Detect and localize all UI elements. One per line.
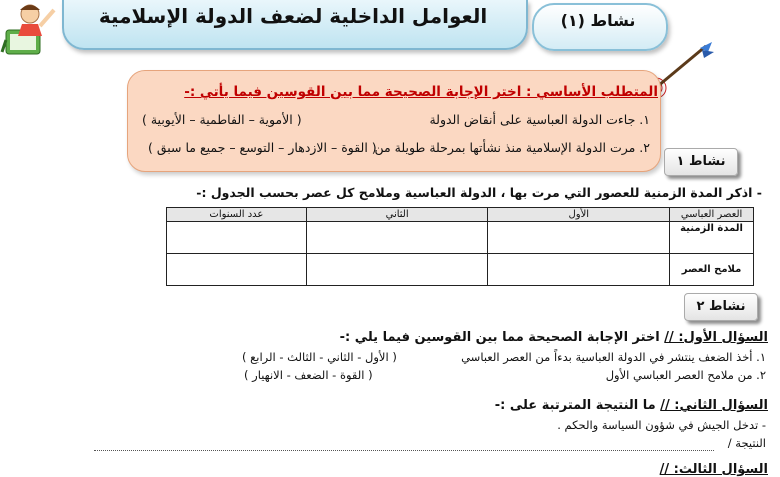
eras-table <box>166 207 754 286</box>
requirement-item-2-options: ( القوة – الازدهار – التوسع – جميع ما سبق ) <box>148 140 377 155</box>
question-1-heading <box>340 330 768 345</box>
table-header-era: العصر العباسي <box>670 208 754 222</box>
table-row-label-duration: المدة الزمنية <box>670 222 754 254</box>
table-cell-input[interactable] <box>488 254 670 286</box>
requirement-heading: المتطلب الأساسي : اختر الإجابة الصحيحة مما بين القوسين فيما يأتي :- <box>184 84 658 100</box>
question-2-heading <box>495 398 768 413</box>
table-row <box>167 254 754 286</box>
table-cell-input[interactable] <box>167 254 307 286</box>
requirement-item-1-text: ١. جاءت الدولة العباسية على أنقاض الدولة <box>429 112 650 127</box>
question-1-item-2-text: ٢. من ملامح العصر العباسي الأول <box>605 368 766 382</box>
question-2-text: ما النتيجة المترتبة على :- <box>494 398 656 413</box>
question-1-item-1-text: ١. أخذ الضعف ينتشر في الدولة العباسية بدءاً من العصر العباسي <box>461 350 766 364</box>
table-header-years: عدد السنوات <box>167 208 307 222</box>
activity-1-tab: نشاط ١ <box>664 148 738 176</box>
question-1-item-1-options: ( الأول - الثاني - الثالث - الرابع ) <box>242 350 397 364</box>
question-2-result-label: النتيجة / <box>727 436 766 450</box>
table-header-second: الثاني <box>306 208 488 222</box>
table-cell-input[interactable] <box>306 254 488 286</box>
activity-badge-label: نشاط (١) <box>560 11 636 30</box>
table-row <box>167 222 754 254</box>
question-3-label: السؤال الثالث: // <box>659 462 768 477</box>
table-header-row <box>167 208 754 222</box>
table-cell-input[interactable] <box>306 222 488 254</box>
requirement-item-2-text: ٢. مرت الدولة الإسلامية منذ نشأتها بمرحلة طويلة من <box>374 140 650 155</box>
page-title: العوامل الداخلية لضعف الدولة الإسلامية <box>98 4 488 28</box>
activity-1-instruction: - اذكر المدة الزمنية للعصور التي مرت بها ، الدولة العباسية وملامح كل عصر بحسب الجدول :- <box>196 185 762 200</box>
question-2-label: السؤال الثاني: // <box>660 398 768 413</box>
question-2-item-1: - تدخل الجيش في شؤون السياسة والحكم . <box>557 418 766 432</box>
table-row-label-features: ملامح العصر <box>670 254 754 286</box>
activity-2-tab: نشاط ٢ <box>684 293 758 321</box>
table-cell-input[interactable] <box>488 222 670 254</box>
table-header-first: الأول <box>488 208 670 222</box>
requirement-item-1-options: ( الأموية – الفاطمية – الأيوبية ) <box>142 112 302 127</box>
question-2-answer-line[interactable] <box>94 449 714 451</box>
table-cell-input[interactable] <box>167 222 307 254</box>
reading-child-clipart <box>0 0 58 58</box>
question-1-label: السؤال الأول: // <box>664 330 768 345</box>
question-1-item-2-options: ( القوة - الضعف - الانهيار ) <box>244 368 373 382</box>
question-1-text: اختر الإجابة الصحيحة مما بين القوسين فيما يلي :- <box>339 330 660 345</box>
